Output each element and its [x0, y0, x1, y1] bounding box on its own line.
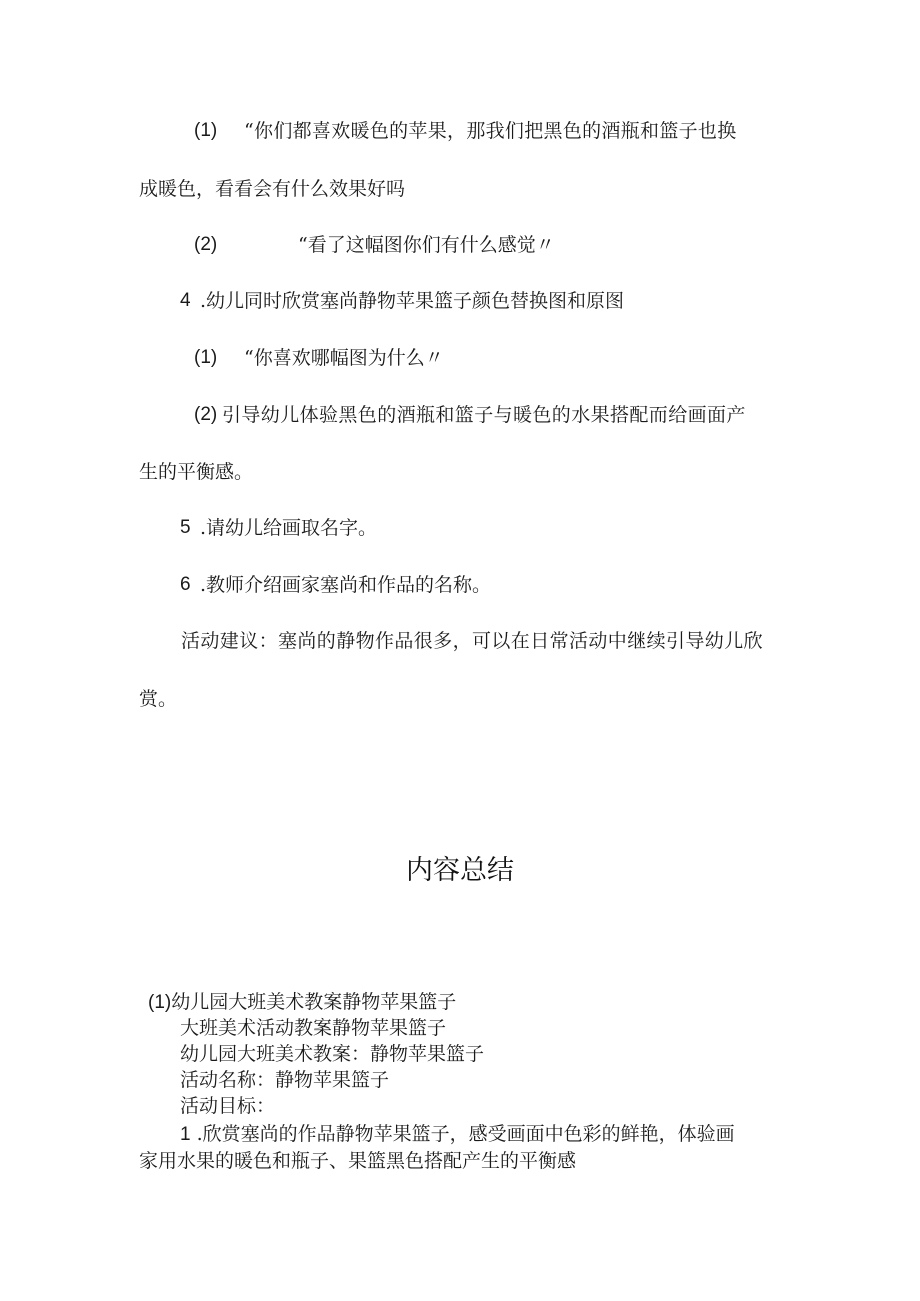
- summary-goal-line-1: [180, 1121, 735, 1148]
- paragraph-text: “看了这幅图你们有什么感觉〃: [298, 234, 555, 256]
- summary-line-2: 大班美术活动教案静物苹果篮子: [180, 1017, 447, 1039]
- section-number: 5: [180, 517, 191, 538]
- goal-text: .欣赏塞尚的作品静物苹果篮子，感受画面中色彩的鲜艳，体验画: [196, 1123, 735, 1145]
- summary-heading: 内容总结: [406, 855, 514, 885]
- paragraph-text: “你喜欢哪幅图为什么〃: [244, 347, 444, 369]
- item-number: (2): [194, 234, 218, 255]
- section-number: 6: [180, 574, 191, 595]
- item-number: (1): [194, 120, 218, 141]
- item-number: (2): [194, 404, 218, 425]
- section-text: .教师介绍画家塞尚和作品的名称。: [200, 574, 492, 596]
- summary-goal-line-2: 家用水果的暖色和瓶子、果篮黑色搭配产生的平衡感: [139, 1150, 577, 1172]
- advice-text: 活动建议：塞尚的静物作品很多，可以在日常活动中继续引导幼儿欣: [181, 630, 764, 652]
- section-text: .请幼儿给画取名字。: [200, 517, 378, 539]
- summary-line-3: 幼儿园大班美术教案：静物苹果篮子: [180, 1043, 485, 1065]
- summary-line-4: 活动名称：静物苹果篮子: [180, 1069, 390, 1091]
- item-number: (1): [194, 347, 218, 368]
- paragraph-text: 生的平衡感。: [139, 461, 254, 483]
- paragraph-text: 成暖色，看看会有什么效果好吗: [139, 178, 406, 200]
- summary-item-title: 幼儿园大班美术教案静物苹果篮子: [171, 991, 457, 1013]
- summary-item-1: [148, 989, 456, 1016]
- paragraph-text: 引导幼儿体验黑色的酒瓶和篮子与暖色的水果搭配而给画面产: [222, 404, 746, 426]
- advice-text: 赏。: [139, 688, 178, 710]
- item-number: (1): [148, 992, 172, 1013]
- paragraph-text: “你们都喜欢暖色的苹果，那我们把黑色的酒瓶和篮子也换: [244, 120, 737, 142]
- summary-line-5: 活动目标：: [180, 1095, 276, 1117]
- section-number: 4: [180, 290, 191, 311]
- section-text: .幼儿同时欣赏塞尚静物苹果篮子颜色替换图和原图: [200, 290, 625, 312]
- goal-number: 1: [180, 1124, 191, 1145]
